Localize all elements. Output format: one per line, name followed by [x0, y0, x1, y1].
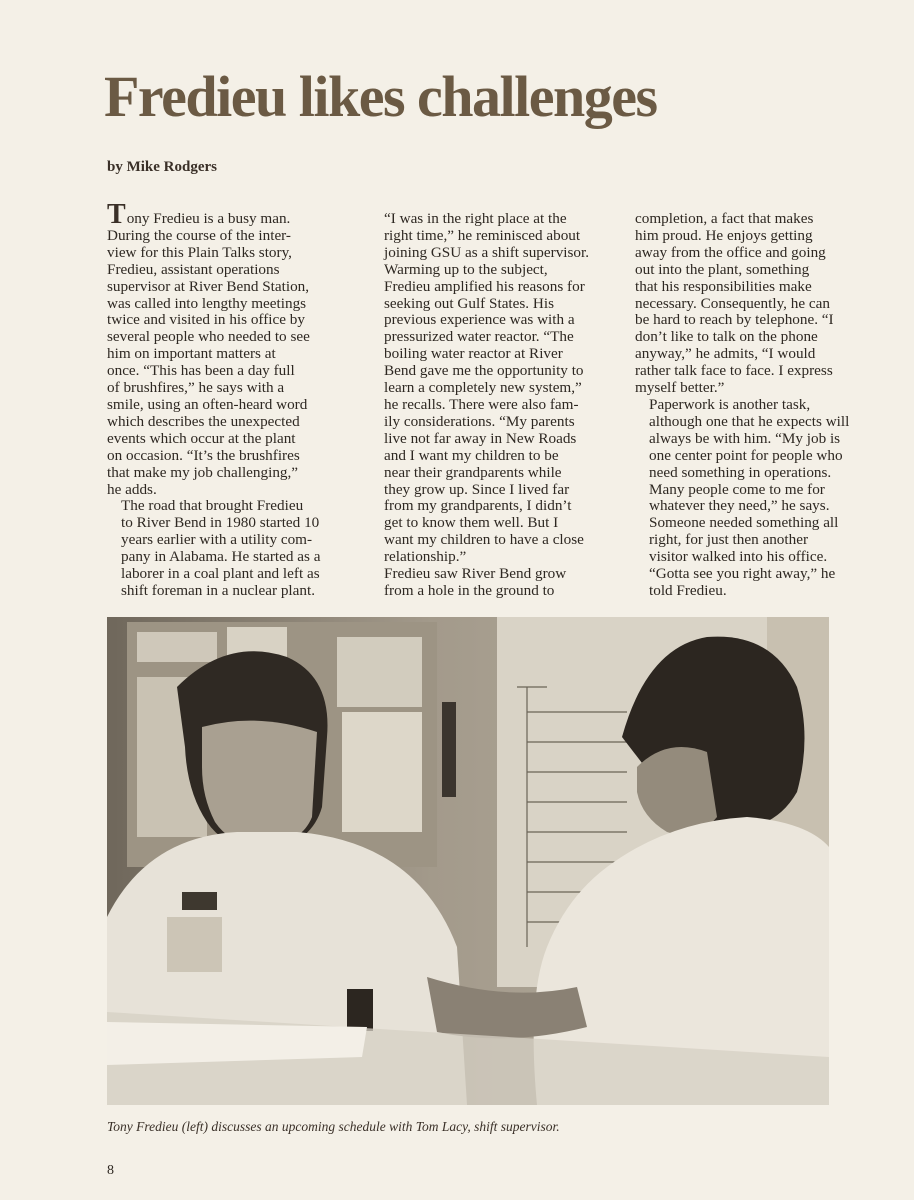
article-text-line: myself better.”	[635, 379, 725, 397]
article-paragraph	[107, 498, 362, 599]
article-text-line: “Gotta see you right away,” he	[649, 565, 836, 583]
photo-caption: Tony Fredieu (left) discusses an upcoming schedule with Tom Lacy, shift supervisor.	[107, 1119, 560, 1134]
article-column-3	[635, 211, 890, 600]
article-text-line: Fredieu, assistant operations	[107, 260, 280, 278]
article-text-line: live not far away in New Roads	[384, 429, 577, 447]
article-text-line: The road that brought Fredieu	[121, 497, 304, 515]
article-paragraph	[635, 211, 890, 397]
article-text-line: need something in operations.	[649, 463, 832, 481]
article-text-line: shift foreman in a nuclear plant.	[121, 581, 315, 599]
article-paragraph	[370, 566, 625, 600]
page-number: 8	[107, 1163, 114, 1178]
article-text-line: although one that he expects will	[649, 412, 850, 430]
article-text-line: relationship.”	[384, 548, 467, 566]
article-text-line: supervisor at River Bend Station,	[107, 277, 310, 295]
article-text-line: that his responsibilities make	[635, 277, 812, 295]
article-text-line: whatever they need,” he says.	[649, 497, 830, 515]
drop-cap: T	[107, 199, 126, 230]
article-text-line: necessary. Consequently, he can	[635, 294, 830, 312]
article-text-line: visitor walked into his office.	[649, 548, 828, 566]
article-text-line: Warming up to the subject,	[384, 260, 548, 278]
article-text-line: be hard to reach by telephone. “I	[635, 311, 834, 329]
byline: by Mike Rodgers	[107, 159, 217, 175]
article-text-line: twice and visited in his office by	[107, 311, 305, 329]
article-text-line: him on important matters at	[107, 345, 276, 363]
article-text-line: out into the plant, something	[635, 260, 810, 278]
article-text-line: of brushfires,” he says with a	[107, 379, 285, 397]
article-text-line: Bend gave me the opportunity to	[384, 362, 584, 380]
article-text-line: Fredieu amplified his reasons for	[384, 277, 585, 295]
article-text-line: always be with him. “My job is	[649, 429, 841, 447]
article-photo	[107, 617, 829, 1105]
article-text-line: they grow up. Since I lived far	[384, 480, 570, 498]
article-text-line: During the course of the inter-	[107, 226, 291, 244]
article-text-line: Someone needed something all	[649, 514, 839, 532]
article-text-line: previous experience was with a	[384, 311, 575, 329]
article-text-line: completion, a fact that makes	[635, 210, 814, 227]
article-text-line: one center point for people who	[649, 446, 843, 464]
article-text-line: events which occur at the plant	[107, 429, 296, 447]
article-text-line: Fredieu saw River Bend grow	[384, 565, 567, 583]
article-text-line: which describes the unexpected	[107, 412, 300, 430]
article-text-line: ily considerations. “My parents	[384, 412, 575, 430]
article-text-line: Tony Fredieu is a busy man.	[107, 199, 291, 230]
article-text-line: don’t like to talk on the phone	[635, 328, 818, 346]
article-column-2	[370, 211, 625, 600]
article-text-line: once. “This has been a day full	[107, 362, 295, 380]
article-text-line: “I was in the right place at the	[384, 210, 567, 227]
article-text-line: laborer in a coal plant and left as	[121, 565, 320, 583]
article-text-line: view for this Plain Talks story,	[107, 243, 292, 261]
article-text-line: pany in Alabama. He started as a	[121, 548, 321, 566]
article-text-line: away from the office and going	[635, 243, 826, 261]
article-text-line: from my grandparents, I didn’t	[384, 497, 572, 515]
article-text-line: Many people come to me for	[649, 480, 825, 498]
article-paragraph	[635, 397, 890, 600]
article-text-line: was called into lengthy meetings	[107, 294, 307, 312]
article-text-line: get to know them well. But I	[384, 514, 559, 532]
article-text-line: him proud. He enjoys getting	[635, 226, 813, 244]
article-text-line: joining GSU as a shift supervisor.	[384, 243, 590, 261]
article-text-line: and I want my children to be	[384, 446, 559, 464]
article-text-line: want my children to have a close	[384, 531, 584, 549]
article-text-line: years earlier with a utility com-	[121, 531, 313, 549]
article-text-line: pressurized water reactor. “The	[384, 328, 574, 346]
article-text-line: that make my job challenging,”	[107, 463, 299, 481]
article-paragraph	[370, 211, 625, 566]
article-paragraph	[107, 199, 362, 498]
article-column-1	[107, 199, 362, 600]
article-text-line: boiling water reactor at River	[384, 345, 563, 363]
article-text-line: he recalls. There were also fam-	[384, 395, 579, 413]
article-text-line: seeking out Gulf States. His	[384, 294, 554, 312]
article-text-line: he adds.	[107, 480, 157, 498]
article-text-line: to River Bend in 1980 started 10	[121, 514, 320, 532]
headline: Fredieu likes challenges	[104, 64, 657, 129]
article-text-line: learn a completely new system,”	[384, 379, 582, 397]
article-text-line: told Fredieu.	[649, 581, 727, 599]
article-text-line: anyway,” he admits, “I would	[635, 345, 816, 363]
article-text-line: right time,” he reminisced about	[384, 226, 581, 244]
article-text-line: near their grandparents while	[384, 463, 562, 481]
article-text-line: on occasion. “It’s the brushfires	[107, 446, 300, 464]
article-text-line: smile, using an often-heard word	[107, 395, 308, 413]
article-text-line: several people who needed to see	[107, 328, 310, 346]
article-text-line: from a hole in the ground to	[384, 581, 555, 599]
article-text-line: rather talk face to face. I express	[635, 362, 833, 380]
article-text-line: Paperwork is another task,	[649, 395, 811, 413]
article-text-line: right, for just then another	[649, 531, 809, 549]
